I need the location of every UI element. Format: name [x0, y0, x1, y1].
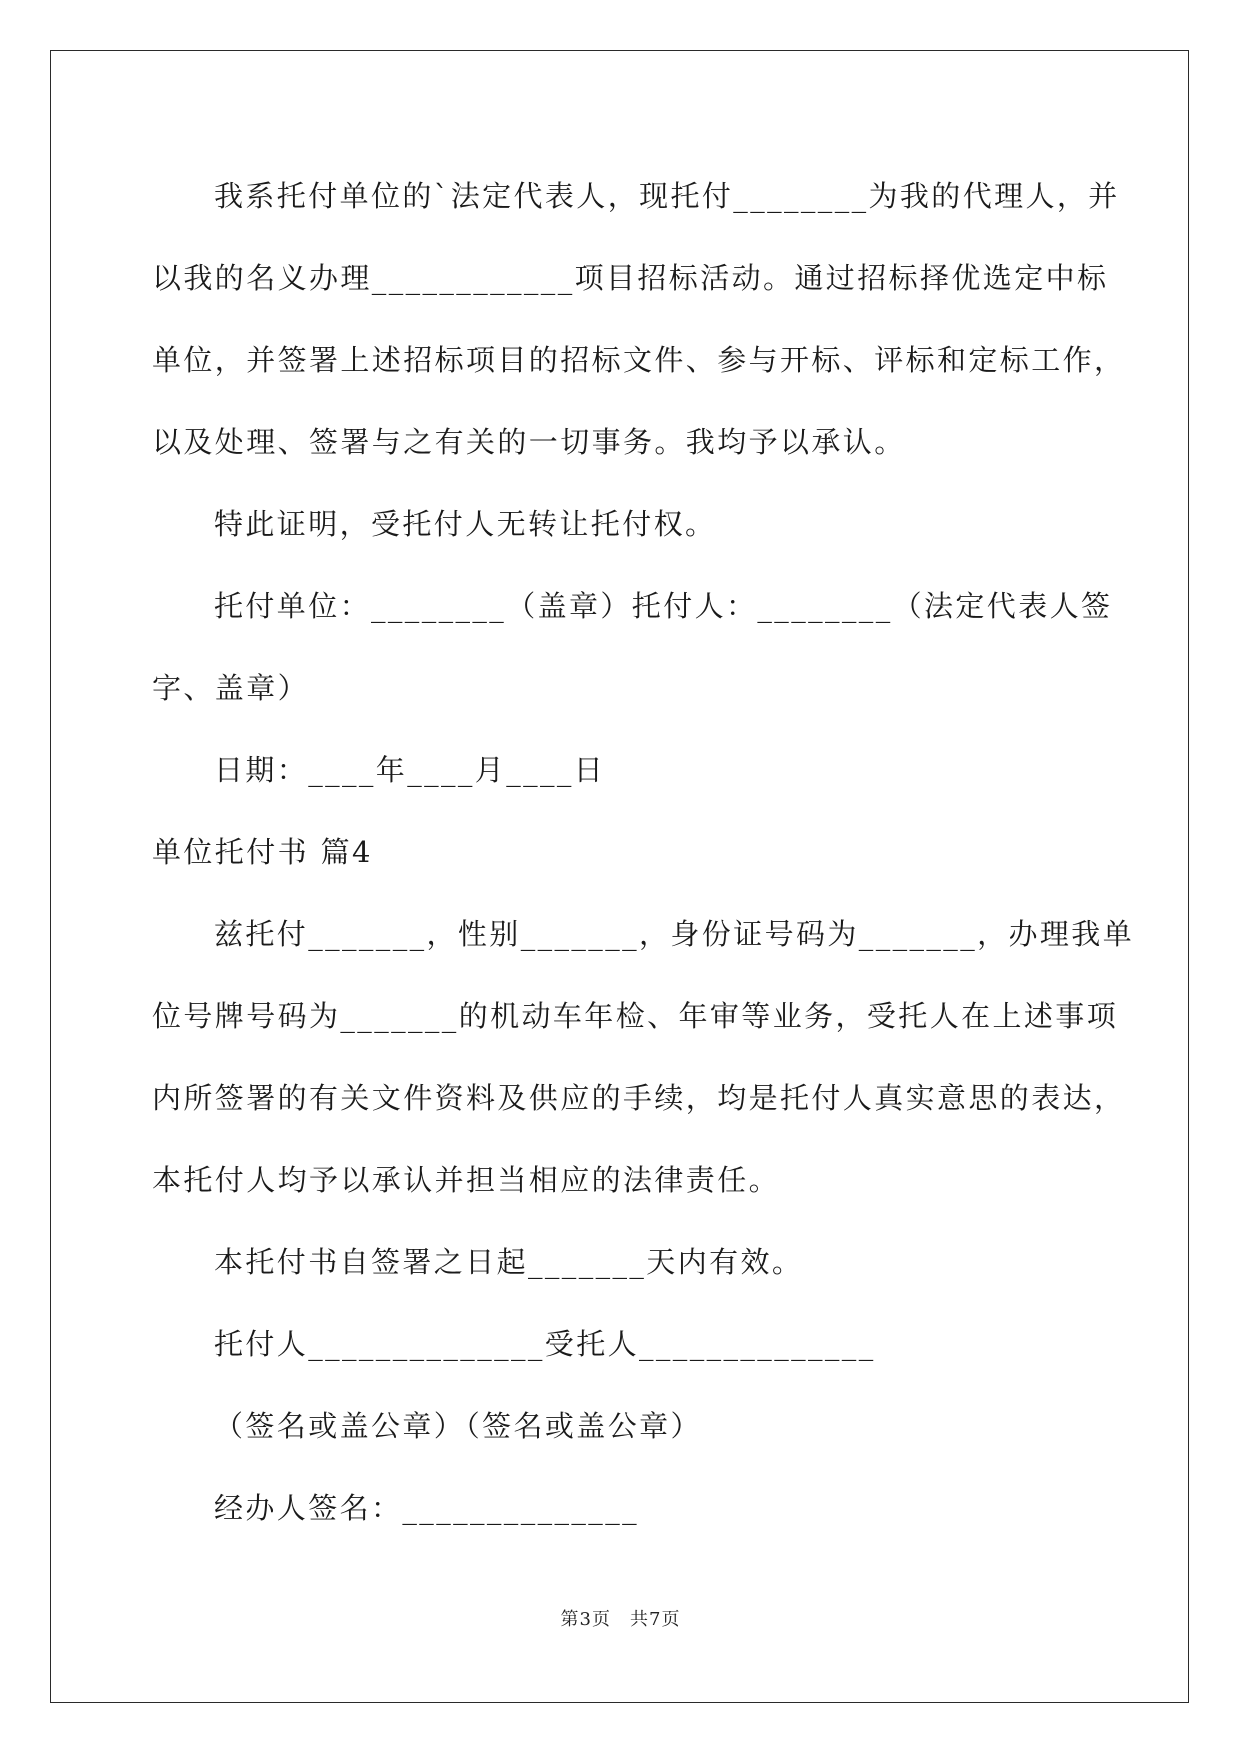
signature-notes-line: （签名或盖公章）（签名或盖公章） [214, 1409, 702, 1443]
paragraph-5-line-2: 位号牌号码为_______的机动车年检、年审等业务，受托人在上述事项 [152, 999, 1119, 1033]
page-number-footer: 第3页 共7页 [560, 1609, 681, 1630]
paragraph-2: 特此证明，受托付人无转让托付权。 [214, 507, 717, 541]
signatures-line: 托付人______________受托人______________ [214, 1327, 876, 1361]
date-line: 日期：____年____月____日 [214, 753, 606, 787]
paragraph-1-line-4: 以及处理、签署与之有关的一切事务。我均予以承认。 [152, 425, 906, 459]
paragraph-3-line-2: 字、盖章） [152, 671, 310, 705]
paragraph-5-line-1: 兹托付_______，性别_______，身份证号码为_______，办理我单 [214, 917, 1135, 951]
paragraph-1-line-3: 单位，并签署上述招标项目的招标文件、参与开标、评标和定标工作， [152, 343, 1126, 377]
paragraph-5-line-4: 本托付人均予以承认并担当相应的法律责任。 [152, 1163, 781, 1197]
paragraph-1-line-2: 以我的名义办理____________项目招标活动。通过招标择优选定中标 [152, 261, 1109, 295]
paragraph-5-line-3: 内所签署的有关文件资料及供应的手续，均是托付人真实意思的表达， [152, 1081, 1126, 1115]
validity-line: 本托付书自签署之日起_______天内有效。 [214, 1245, 804, 1279]
document-body [152, 155, 1135, 1549]
paragraph-3-line-1: 托付单位：________（盖章）托付人：________（法定代表人签 [214, 589, 1113, 623]
handler-signature-line: 经办人签名：______________ [214, 1491, 640, 1525]
paragraph-1-line-1: 我系托付单位的`法定代表人，现托付________为我的代理人，并 [214, 179, 1120, 213]
section-heading: 单位托付书 篇4 [152, 835, 373, 869]
